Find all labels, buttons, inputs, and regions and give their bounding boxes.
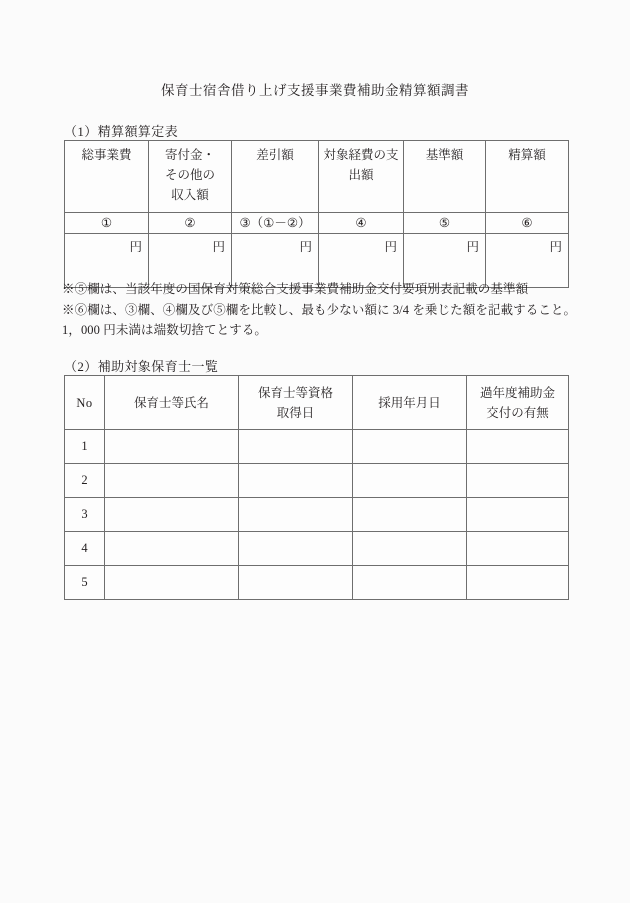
- number-cell-3: ③（①－②）: [232, 213, 319, 234]
- cell-staff-name[interactable]: [105, 464, 239, 498]
- table-row: [65, 566, 569, 600]
- cell-hire-date[interactable]: [353, 566, 467, 600]
- value-cell-difference[interactable]: 円: [232, 234, 319, 288]
- header-cell-staff-name: [105, 376, 239, 430]
- header-cell-hire-date: [353, 376, 467, 430]
- header-cell-no: [65, 376, 105, 430]
- cell-staff-name[interactable]: [105, 566, 239, 600]
- header-line: 過年度補助金: [479, 385, 555, 400]
- header-line: 交付の有無: [486, 405, 549, 420]
- number-cell-5: ⑤: [404, 213, 486, 234]
- table-number-row: [65, 213, 569, 234]
- row-number: 4: [65, 532, 105, 566]
- number-cell-1: ①: [65, 213, 149, 234]
- cell-qualification-date[interactable]: [239, 464, 353, 498]
- header-line: その他の: [164, 167, 215, 182]
- header-cell-standard-amount: [404, 141, 486, 213]
- table-row: [65, 464, 569, 498]
- value-cell-eligible-expenditure[interactable]: 円: [319, 234, 404, 288]
- header-line: No: [76, 395, 93, 410]
- cell-staff-name[interactable]: [105, 430, 239, 464]
- row-number: 3: [65, 498, 105, 532]
- cell-hire-date[interactable]: [353, 532, 467, 566]
- header-line: 寄付金・: [164, 148, 215, 162]
- header-cell-qualification-date: [239, 376, 353, 430]
- eligible-staff-table: [64, 375, 569, 600]
- cell-hire-date[interactable]: [353, 498, 467, 532]
- note-line-2: ※⑥欄は、③欄、④欄及び⑤欄を比較し、最も少ない額に 3/4 を乗じた額を記載すること。: [62, 302, 577, 317]
- header-line: 保育士等資格: [257, 385, 333, 400]
- table-row: [65, 498, 569, 532]
- cell-qualification-date[interactable]: [239, 566, 353, 600]
- number-cell-6: ⑥: [486, 213, 569, 234]
- table-row: [65, 430, 569, 464]
- header-line: 保育士等氏名: [133, 395, 209, 410]
- cell-qualification-date[interactable]: [239, 430, 353, 464]
- note-line-3: 1，000 円未満は端数切捨てとする。: [62, 323, 268, 337]
- cell-staff-name[interactable]: [105, 498, 239, 532]
- header-line: 収入額: [171, 187, 209, 202]
- header-line: 対象経費の支: [323, 148, 399, 162]
- header-cell-settlement-amount: [486, 141, 569, 213]
- header-line: 差引額: [256, 148, 294, 162]
- header-cell-total-project-cost: [65, 141, 149, 213]
- cell-prior-year-subsidy[interactable]: [467, 566, 569, 600]
- row-number: 1: [65, 430, 105, 464]
- section-heading-staff-list: （2）補助対象保育士一覧: [64, 359, 219, 374]
- cell-qualification-date[interactable]: [239, 498, 353, 532]
- section-heading-settlement: （1）精算額算定表: [64, 124, 179, 139]
- cell-prior-year-subsidy[interactable]: [467, 430, 569, 464]
- header-line: 基準額: [425, 148, 464, 162]
- header-cell-prior-year-subsidy: [467, 376, 569, 430]
- cell-prior-year-subsidy[interactable]: [467, 532, 569, 566]
- settlement-calculation-table: [64, 140, 569, 288]
- header-cell-eligible-expenditure: [319, 141, 404, 213]
- row-number: 2: [65, 464, 105, 498]
- header-line: 取得日: [276, 405, 315, 420]
- header-line: 総事業費: [81, 148, 132, 162]
- value-cell-settlement-amount[interactable]: 円: [486, 234, 569, 288]
- header-line: 出額: [348, 167, 374, 182]
- value-cell-standard-amount[interactable]: 円: [404, 234, 486, 288]
- table-header-row: [65, 376, 569, 430]
- row-number: 5: [65, 566, 105, 600]
- header-line: 精算額: [508, 148, 546, 162]
- value-cell-total-project-cost[interactable]: 円: [65, 234, 149, 288]
- cell-prior-year-subsidy[interactable]: [467, 498, 569, 532]
- table-header-row: [65, 141, 569, 213]
- header-cell-donations-other-income: [149, 141, 232, 213]
- cell-prior-year-subsidy[interactable]: [467, 464, 569, 498]
- cell-staff-name[interactable]: [105, 532, 239, 566]
- value-cell-donations-other-income[interactable]: 円: [149, 234, 232, 288]
- cell-qualification-date[interactable]: [239, 532, 353, 566]
- header-cell-difference: [232, 141, 319, 213]
- table-row: [65, 532, 569, 566]
- number-cell-2: ②: [149, 213, 232, 234]
- page-title: 保育士宿舎借り上げ支援事業費補助金精算額調書: [161, 83, 469, 98]
- cell-hire-date[interactable]: [353, 464, 467, 498]
- header-line: 採用年月日: [378, 395, 441, 410]
- cell-hire-date[interactable]: [353, 430, 467, 464]
- note-line-1: ※⑤欄は、当該年度の国保育対策総合支援事業費補助金交付要項別表記載の基準額: [62, 282, 529, 296]
- settlement-notes: [62, 279, 582, 341]
- number-cell-4: ④: [319, 213, 404, 234]
